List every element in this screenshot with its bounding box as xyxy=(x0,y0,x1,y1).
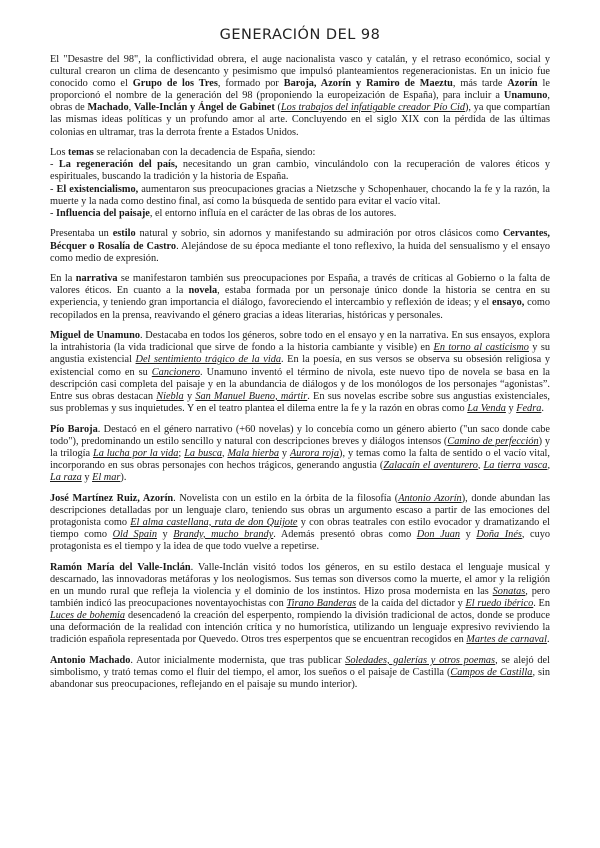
text-run: ) y la trilogía xyxy=(50,435,551,459)
machado-paragraph xyxy=(50,655,550,691)
text-run: . xyxy=(546,634,550,646)
text-run: Los xyxy=(50,147,69,159)
valle-paragraph xyxy=(50,562,550,647)
bold-term: novela xyxy=(188,285,218,297)
text-run: . Destacaba en todos los géneros, sobre todo en el ensayo y en la narrativa. En sus ensayos, explora la intrahistoria (la vida tradicional que sirve de fondo a la historia cambiante y visible) en xyxy=(50,330,550,354)
work-title: Tirano Banderas xyxy=(286,597,357,609)
text-run: y xyxy=(279,447,290,459)
text-run: ), donde abundan las descripciones detalladas por un lenguaje claro, teniendo sus obras un argumento escaso a partir de las emociones del protagonista como xyxy=(50,492,550,528)
text-run: , estaba formada por un personaje único donde la historia se centra en su experiencia, y teniendo gran importancia el diálogo, favoreciendo el intercambio y reflexión de ideas; y el xyxy=(50,285,550,309)
text-run: de la caída del dictador y xyxy=(356,597,466,609)
text-run: , xyxy=(128,102,134,114)
work-title: La lucha por la vida xyxy=(92,447,179,459)
text-run: como recopilados en la prensa, reavivando el género gracias a ideas literarias, históricas y personales. xyxy=(50,297,551,321)
work-title: Camino de perfección xyxy=(447,435,539,447)
author-name: Miguel de Unamuno xyxy=(50,330,141,342)
work-title: Soledades, galerías y otros poemas xyxy=(345,654,496,666)
text-run: . Además presentó obras como xyxy=(273,528,417,540)
bold-term: temas xyxy=(68,147,94,159)
text-run: desencadenó la creación del esperpento, rompiendo la división tradicional de actos, donde se produce una deformación de la realidad con intención crítica y no humorística, utilizando un lenguaje expresivo reviviendo la tradición española representada por Quevedo. Otros tres esperpentos que se encuentran recogidos en xyxy=(50,610,550,646)
unamuno-paragraph xyxy=(50,330,550,415)
text-run: . xyxy=(541,402,544,414)
theme-item-regeneration xyxy=(50,159,550,183)
text-run: En la xyxy=(50,273,76,285)
bold-term: El existencialismo, xyxy=(56,183,139,195)
work-title: Doña Inés xyxy=(476,528,522,540)
themes-intro-line xyxy=(50,147,550,159)
text-run: y su angustia existencial xyxy=(50,342,550,366)
list-dash: - xyxy=(50,207,57,219)
work-title: Cancionero xyxy=(151,366,201,378)
theme-item-landscape xyxy=(50,208,550,220)
text-run: y con obras teatrales con estilo evocador y dramatizando el tiempo como xyxy=(50,516,550,540)
work-title: La busca xyxy=(184,447,222,459)
azorin-paragraph xyxy=(50,493,550,553)
work-title: Don Juan xyxy=(416,528,461,540)
bold-term: Baroja, Azorín y Ramiro de Maeztu xyxy=(283,78,453,90)
text-run: y xyxy=(183,390,196,402)
text-run: . Unamuno inventó el término de nivola, este nuevo tipo de novela se basa en la descripción casi completa del paisaje y en la abundancia de diálogos y de los monólogos de los personajes “agonistas”. Entre sus obras destacan xyxy=(50,366,550,402)
author-name: Antonio Machado xyxy=(50,654,131,666)
text-run: , cuyo protagonista es el tiempo y la idea de que todo vuelve a repetirse. xyxy=(50,528,551,552)
work-title: Old Spain xyxy=(112,528,158,540)
text-run: y xyxy=(157,528,174,540)
bold-term: Grupo de los Tres xyxy=(132,78,218,90)
text-run: ), ya que compartían las mismas ideas políticas y un profundo amor al arte. Concluyendo en el siglo XIX con la pérdida de las últimas colonias en ultramar, tras la derrota frente a Estados Unidos. xyxy=(50,102,550,138)
work-title: El mar xyxy=(92,471,121,483)
text-run: , más tarde xyxy=(452,78,508,90)
bold-term: Azorín xyxy=(507,78,538,90)
theme-item-existentialism xyxy=(50,184,550,208)
bold-term: ensayo, xyxy=(492,297,525,309)
text-run: . Autor inicialmente modernista, que tras publicar xyxy=(130,654,346,666)
work-title: Zalacaín el aventurero xyxy=(383,459,478,471)
text-run: . Novelista con un estilo en la órbita de la filosofía ( xyxy=(173,492,399,504)
text-run: . Alejándose de su época mediante el tono reflexivo, la huida del sensualismo y el ensayo como medio de expresión. xyxy=(50,240,550,264)
text-run: ). xyxy=(120,471,127,483)
text-run: , sin abandonar sus preocupaciones, reflejando en el paisaje su mundo interior). xyxy=(50,666,550,691)
text-run: , pero también indicó las preocupaciones noventayochistas con xyxy=(50,585,550,609)
baroja-paragraph xyxy=(50,424,550,484)
text-run: ), y temas como la falta de sentido o el vacío vital, incorporando en sus obras personajes con hechos trágicos, generando angustia ( xyxy=(50,447,550,471)
text-run: , formado por xyxy=(217,78,284,90)
text-run: y xyxy=(460,528,477,540)
bold-term: Valle-Inclán y Ángel de Gabinet xyxy=(133,102,275,114)
bold-term: Influencia del paisaje xyxy=(56,207,150,219)
text-run: le proporcionó el nombre de la generación del 98 (proponiendo la europeización de España), para incluir a xyxy=(50,78,550,102)
style-paragraph xyxy=(50,228,550,264)
text-run: ( xyxy=(274,102,281,114)
work-title: San Manuel Bueno, mártir xyxy=(195,390,308,402)
bold-term: La regeneración del país, xyxy=(58,159,178,171)
text-run: y xyxy=(81,471,93,483)
work-title: En torno al casticismo xyxy=(433,342,529,354)
work-title: Campos de Castilla xyxy=(450,666,533,678)
work-title: El ruedo ibérico xyxy=(465,597,534,609)
text-run: ; xyxy=(178,447,185,459)
text-run: , xyxy=(222,447,228,459)
author-name: José Martínez Ruiz, Azorín xyxy=(50,492,174,504)
work-title: La raza xyxy=(50,471,82,483)
text-run: , se alejó del simbolismo, y trató temas como el fluir del tiempo, el amor, los sueños o el paisaje de Castilla ( xyxy=(50,654,550,678)
work-title: Los trabajos del infatigable creador Pío Cid xyxy=(280,102,465,114)
list-dash: - xyxy=(50,183,57,195)
work-title: Mala hierba xyxy=(227,447,280,459)
work-title: La tierra vasca xyxy=(483,459,548,471)
work-title: Brandy, mucho brandy xyxy=(173,528,274,540)
work-title: Luces de bohemia xyxy=(50,610,126,621)
text-run: se relacionaban con la decadencia de España, siendo: xyxy=(93,147,316,159)
text-run: necesitando un gran cambio, vinculándolo con la recuperación de valores éticos y espirituales, buscando la tradición y la historia de España. xyxy=(50,159,550,183)
text-run: , xyxy=(477,459,484,471)
work-title: Aurora roja xyxy=(289,447,340,459)
text-run: , xyxy=(547,459,551,471)
work-title: La Venda xyxy=(467,402,506,414)
document-body xyxy=(50,54,550,700)
text-run: se manifestaron también sus preocupaciones por España, a través de críticas al Gobierno o la falta de valores éticos. En cuanto a la xyxy=(50,273,550,297)
text-run: natural y sobrio, sin adornos y manifestando su admiración por otros clásicos como xyxy=(135,228,503,240)
work-title: Sonatas xyxy=(492,585,526,597)
work-title: El alma castellana, ruta de don Quijote xyxy=(130,516,298,528)
text-run: . Valle-Inclán visitó todos los géneros, en su estilo destaca el lenguaje musical y descarnado, las innovadoras metáforas y los neologismos. Sus temas son diversos como la muerte, el amor y la religión en un mundo rural que refleja la violencia y el dominio de los instintos. Hizo prosa modernista en las xyxy=(50,561,550,597)
text-run: , el entorno influía en el carácter de las obras de los autores. xyxy=(149,207,397,219)
work-title: Antonio Azorín xyxy=(398,492,462,504)
bold-term: narrativa xyxy=(75,273,118,285)
text-run: El "Desastre del 98", la conflictividad obrera, el auge nacionalista vasco y catalán, y el retraso económico, social y cultural crearon un clima de desencanto y pesimismo que impulsó planteamientos regeneracionistas. En un inicio fue conocido como el xyxy=(50,54,550,90)
narrative-paragraph xyxy=(50,273,550,321)
work-title: Niebla xyxy=(156,390,184,402)
themes-paragraph xyxy=(50,147,550,220)
text-run: . En sus novelas escribe sobre sus angustias existenciales, sus problemas y sus inquietudes. Y en el teatro plantea el dilema entre la fe y la razón en obras como xyxy=(50,390,550,414)
work-title: Del sentimiento trágico de la vida xyxy=(135,354,282,366)
text-run: , obras de xyxy=(50,90,550,114)
bold-term: Unamuno xyxy=(503,90,548,102)
bold-term: Cervantes, Bécquer o Rosalía de Castro xyxy=(50,228,551,252)
text-run: . En la poesía, en sus versos se observa su obsesión religiosa y existencial como en su xyxy=(50,354,550,378)
work-title: Martes de carnaval xyxy=(466,634,547,646)
bold-term: estilo xyxy=(112,228,136,240)
document-title: GENERACIÓN DEL 98 xyxy=(219,27,381,43)
list-dash: - xyxy=(50,159,59,171)
text-run: Presentaba un xyxy=(50,228,113,240)
work-title: Fedra xyxy=(516,402,542,414)
text-run: aumentaron sus preocupaciones gracias a Nietzsche y Schopenhauer, chocando la fe y la razón, la muerte y la nada como destino final, así como la búsqueda de sentido para evitar el vacío vital. xyxy=(50,183,550,207)
text-run: y xyxy=(505,402,517,414)
bold-term: Machado xyxy=(87,102,129,114)
author-name: Ramón María del Valle-Inclán xyxy=(50,561,191,573)
intro-paragraph xyxy=(50,54,550,139)
author-name: Pío Baroja xyxy=(50,423,98,435)
text-run: . Destacó en el género narrativo (+60 novelas) y lo concebía como un género abierto ("un saco donde cabe todo"), predominando un estilo sencillo y natural con descripciones breves y diálogos intensos ( xyxy=(50,423,551,447)
text-run: . En xyxy=(533,597,550,609)
